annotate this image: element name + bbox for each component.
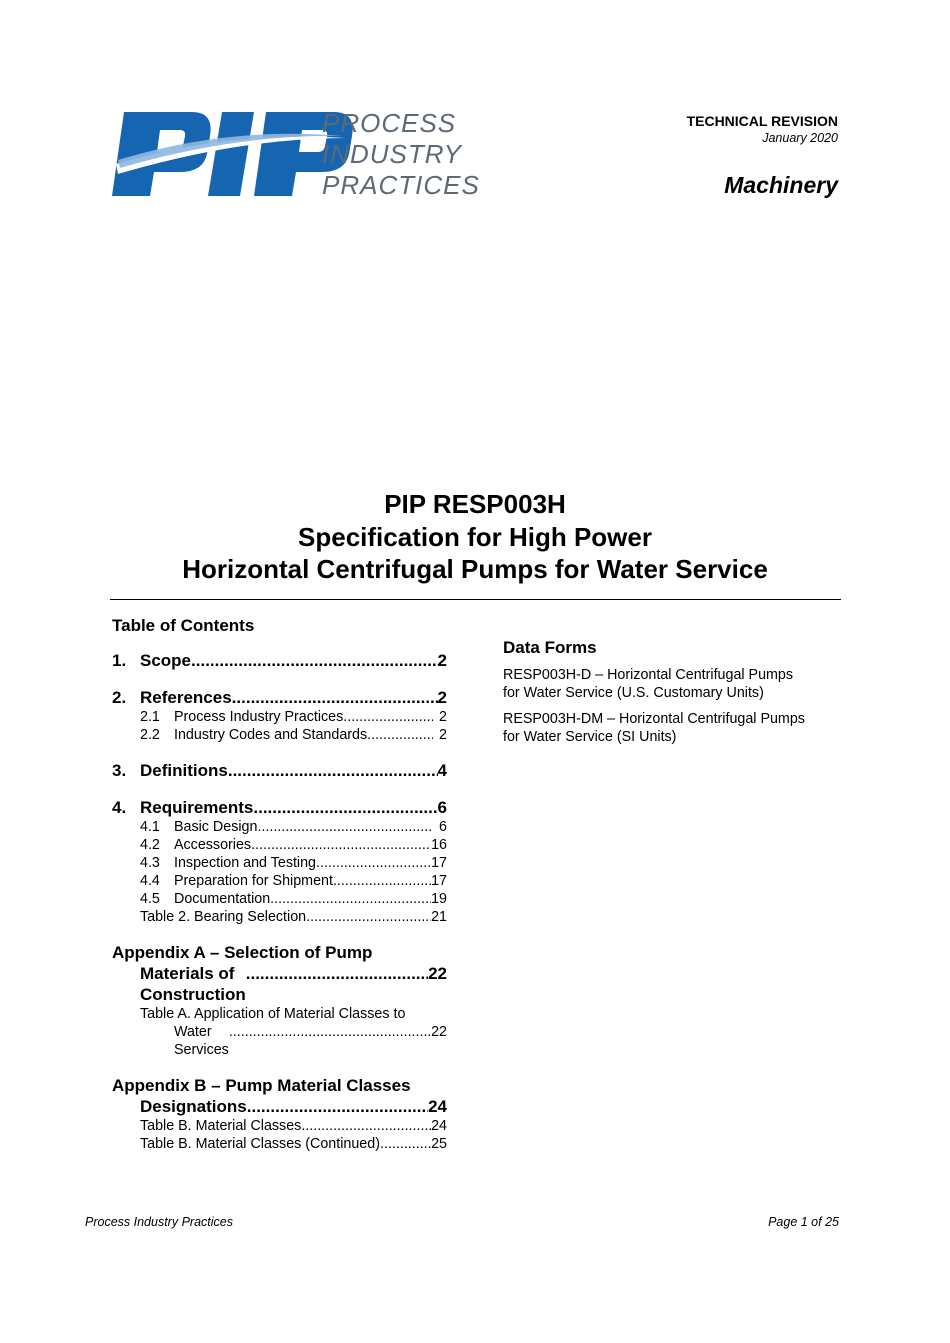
toc-page-number: 6: [437, 798, 447, 817]
toc-table-title: Table B. Material Classes (Continued): [140, 1136, 380, 1152]
toc-leader: [253, 797, 437, 818]
toc-page-number: 2: [439, 727, 447, 743]
data-forms-heading: Data Forms: [503, 638, 597, 657]
toc-leader: [306, 908, 431, 926]
data-form-entry[interactable]: [503, 666, 848, 702]
footer-org: Process Industry Practices: [85, 1215, 233, 1229]
toc-page-number: 16: [431, 837, 447, 853]
table-of-contents: [112, 616, 447, 1153]
toc-page-number: 24: [428, 1097, 447, 1116]
toc-subsection-title: Industry Codes and Standards: [174, 727, 368, 743]
toc-table-title[interactable]: Table A. Application of Material Classes to: [140, 1006, 406, 1022]
toc-subsection-title: Documentation: [174, 891, 271, 907]
toc-section-requirements[interactable]: [112, 797, 447, 818]
toc-page-number: 4: [437, 761, 447, 780]
toc-table-entry[interactable]: [140, 908, 447, 926]
toc-subsection[interactable]: [140, 726, 447, 744]
toc-subsection-title: Accessories: [174, 837, 252, 853]
toc-subsection[interactable]: [140, 854, 447, 872]
toc-section-title: Definitions: [140, 761, 228, 780]
toc-subsection-number: 4.4: [140, 873, 160, 889]
toc-appendix-b-title[interactable]: Appendix B – Pump Material Classes: [112, 1076, 411, 1095]
document-title-line: Specification for High Power: [298, 522, 652, 552]
logo-word: INDUSTRY: [322, 139, 462, 169]
title-divider: [110, 599, 841, 600]
toc-leader: [191, 650, 438, 671]
toc-subsection-title: Process Industry Practices: [174, 709, 344, 725]
toc-subsection-title: Basic Design: [174, 819, 258, 835]
toc-table-entry[interactable]: [174, 1023, 447, 1059]
toc-page-number: 17: [431, 855, 447, 871]
data-form-line: for Water Service (U.S. Customary Units): [503, 685, 764, 701]
toc-page-number: 22: [431, 1024, 447, 1040]
toc-section-definitions[interactable]: [112, 760, 447, 781]
toc-page-number: 2: [439, 709, 447, 725]
toc-leader: [301, 1117, 431, 1135]
toc-leader: [270, 890, 431, 908]
toc-page-number: 24: [431, 1118, 447, 1134]
toc-section-number: 1.: [112, 651, 127, 670]
toc-section-scope[interactable]: [112, 650, 447, 671]
toc-leader: [343, 708, 433, 726]
toc-heading: Table of Contents: [112, 616, 255, 635]
toc-leader: [367, 726, 433, 744]
toc-section-number: 4.: [112, 798, 127, 817]
logo-word: PRACTICES: [322, 170, 480, 200]
toc-table-title-cont: Water Services: [174, 1024, 229, 1058]
toc-appendix-b-title-cont: Designations: [140, 1097, 247, 1116]
revision-date: January 2020: [762, 131, 838, 145]
toc-subsection[interactable]: [140, 818, 447, 836]
document-title-line: Horizontal Centrifugal Pumps for Water Service: [182, 554, 768, 584]
document-id: PIP RESP003H: [384, 489, 566, 519]
logo-word: PROCESS: [322, 108, 457, 138]
data-forms: [503, 638, 848, 754]
toc-appendix-b[interactable]: [140, 1096, 447, 1117]
toc-leader: [247, 1096, 428, 1117]
toc-leader: [251, 836, 431, 854]
data-form-line: RESP003H-D – Horizontal Centrifugal Pumps: [503, 667, 794, 683]
toc-table-title: Table B. Material Classes: [140, 1118, 302, 1134]
toc-appendix-a-title-cont: Materials of Construction: [140, 964, 246, 1004]
toc-leader: [333, 872, 431, 890]
toc-subsection[interactable]: [140, 708, 447, 726]
toc-subsection-number: 4.5: [140, 891, 160, 907]
data-form-line: for Water Service (SI Units): [503, 729, 677, 745]
toc-subsection-number: 2.1: [140, 709, 160, 725]
toc-subsection-title: Preparation for Shipment: [174, 873, 333, 889]
toc-page-number: 2: [437, 651, 447, 670]
footer-page-number: Page 1 of 25: [768, 1215, 839, 1229]
toc-leader: [232, 687, 438, 708]
toc-page-number: 22: [428, 964, 447, 983]
toc-section-references[interactable]: [112, 687, 447, 708]
data-form-entry[interactable]: [503, 710, 848, 746]
toc-appendix-a[interactable]: [140, 963, 447, 1005]
toc-leader: [316, 854, 431, 872]
toc-leader: [380, 1135, 431, 1153]
toc-subsection-number: 4.1: [140, 819, 160, 835]
toc-table-entry[interactable]: [140, 1135, 447, 1153]
toc-appendix-a-title[interactable]: Appendix A – Selection of Pump: [112, 943, 373, 962]
toc-subsection-number: 4.3: [140, 855, 160, 871]
toc-subsection-title: Inspection and Testing: [174, 855, 317, 871]
toc-section-title: Requirements: [140, 798, 254, 817]
toc-page-number: 25: [431, 1136, 447, 1152]
toc-section-number: 3.: [112, 761, 127, 780]
toc-page-number: 2: [437, 688, 447, 707]
toc-subsection[interactable]: [140, 890, 447, 908]
toc-leader: [257, 818, 433, 836]
toc-leader: [246, 963, 428, 984]
toc-section-number: 2.: [112, 688, 127, 707]
toc-leader: [228, 760, 438, 781]
toc-section-title: Scope: [140, 651, 192, 670]
toc-table-entry[interactable]: [140, 1117, 447, 1135]
document-category: Machinery: [724, 172, 838, 198]
toc-subsection-number: 2.2: [140, 727, 160, 743]
toc-subsection[interactable]: [140, 872, 447, 890]
toc-page-number: 17: [431, 873, 447, 889]
toc-table-title: Table 2. Bearing Selection: [140, 909, 307, 925]
toc-page-number: 6: [439, 819, 447, 835]
toc-subsection[interactable]: [140, 836, 447, 854]
toc-subsection-number: 4.2: [140, 837, 160, 853]
logo-wordmark: [322, 108, 480, 201]
toc-page-number: 19: [431, 891, 447, 907]
data-form-line: RESP003H-DM – Horizontal Centrifugal Pumps: [503, 711, 805, 727]
revision-label: TECHNICAL REVISION: [686, 113, 838, 129]
toc-leader: [229, 1023, 431, 1041]
toc-page-number: 21: [431, 909, 447, 925]
toc-section-title: References: [140, 688, 232, 707]
